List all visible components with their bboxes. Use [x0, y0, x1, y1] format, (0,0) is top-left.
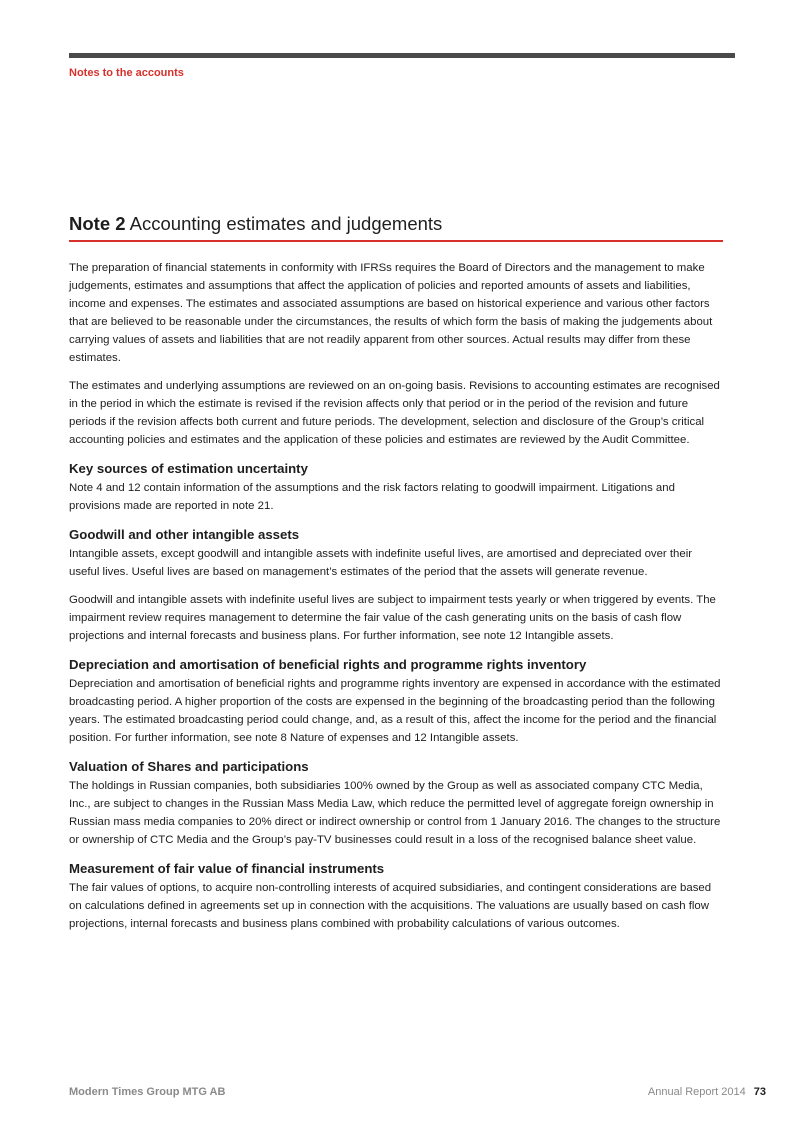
top-rule — [69, 53, 735, 58]
section-goodwill — [69, 526, 723, 645]
section-valuation — [69, 758, 723, 849]
note-body — [69, 259, 723, 933]
note-heading — [69, 212, 723, 236]
section-paragraph: Note 4 and 12 contain information of the assumptions and the risk factors relating to goodwill impairment. Litigations and provisions made are reported in note 21. — [69, 482, 675, 512]
note-number: Note 2 — [69, 213, 126, 234]
page-number: 73 — [753, 1086, 766, 1098]
section-heading: Depreciation and amortisation of beneficial rights and programme rights inventory — [69, 657, 587, 672]
note-title: Accounting estimates and judgements — [129, 213, 443, 234]
section-paragraph: Intangible assets, except goodwill and intangible assets with indefinite useful lives, are amortised and depreciated over their useful lives. Useful lives are based on management’s estimates of the period that the assets will generate revenue. — [69, 548, 693, 578]
section-paragraph: Goodwill and intangible assets with indefinite useful lives are subject to impairment tests yearly or when triggered by events. The impairment review requires management to determine the fair value of the cash generating units on the basis of cash flow projections and internal forecasts and business plans. For further information, see note 12 Intangible assets. — [69, 594, 716, 642]
section-heading: Valuation of Shares and participations — [69, 759, 309, 774]
section-heading: Measurement of fair value of financial instruments — [69, 861, 385, 876]
footer-report: Annual Report 2014 — [647, 1086, 746, 1098]
section-heading: Key sources of estimation uncertainty — [69, 461, 308, 476]
footer-right — [648, 1086, 766, 1098]
section-paragraph: The holdings in Russian companies, both subsidiaries 100% owned by the Group as well as associated company CTC Media, Inc., are subject to changes in the Russian Mass Media Law, which reduce the permitted level of aggregate foreign ownership in Russian mass media companies to 20% direct or indirect ownership or control from 1 January 2016. The changes to the structure or ownership of CTC Media and the Group’s pay-TV businesses could result in a loss of the recognised balance sheet value. — [69, 780, 721, 846]
intro-paragraph: The estimates and underlying assumptions are reviewed on an on-going basis. Revisions to accounting estimates are recognised in the period in which the estimate is revised if the revision affects only that period or in the period of the revision and future periods if the revision affects both current and future periods. The development, selection and disclosure of the Group’s critical accounting policies and estimates and the application of these policies and estimates are reviewed by the Audit Committee. — [69, 380, 720, 446]
section-heading: Goodwill and other intangible assets — [69, 527, 300, 542]
section-label: Notes to the accounts — [69, 67, 184, 79]
section-paragraph: Depreciation and amortisation of beneficial rights and programme rights inventory are expensed in accordance with the estimated broadcasting period. A higher proportion of the costs are expensed in the beginning of the broadcasting period than the following years. The estimated broadcasting period could change, and, as a result of this, affect the income for the period and the financial position. For further information, see note 8 Nature of expenses and 12 Intangible assets. — [69, 678, 721, 744]
section-key-sources — [69, 460, 723, 515]
section-depreciation — [69, 656, 723, 747]
heading-rule — [69, 240, 723, 242]
footer-company: Modern Times Group MTG AB — [69, 1086, 226, 1098]
section-paragraph: The fair values of options, to acquire non-controlling interests of acquired subsidiaries, and contingent considerations are based on calculations defined in agreements set up in connection with the acquisitions. The valuations are usually based on cash flow projections, internal forecasts and business plans combined with probability calculations of various outcomes. — [69, 882, 712, 930]
intro-paragraph: The preparation of financial statements in conformity with IFRSs requires the Board of Directors and the management to make judgements, estimates and assumptions that affect the application of policies and reported amounts of assets and liabilities, income and expenses. The estimates and associated assumptions are based on historical experience and various other factors that are believed to be reasonable under the circumstances, the results of which form the basis of making the judgements about carrying values of assets and liabilities that are not readily apparent from other sources. Actual results may differ from these estimates. — [69, 262, 713, 364]
section-fair-value — [69, 860, 723, 933]
